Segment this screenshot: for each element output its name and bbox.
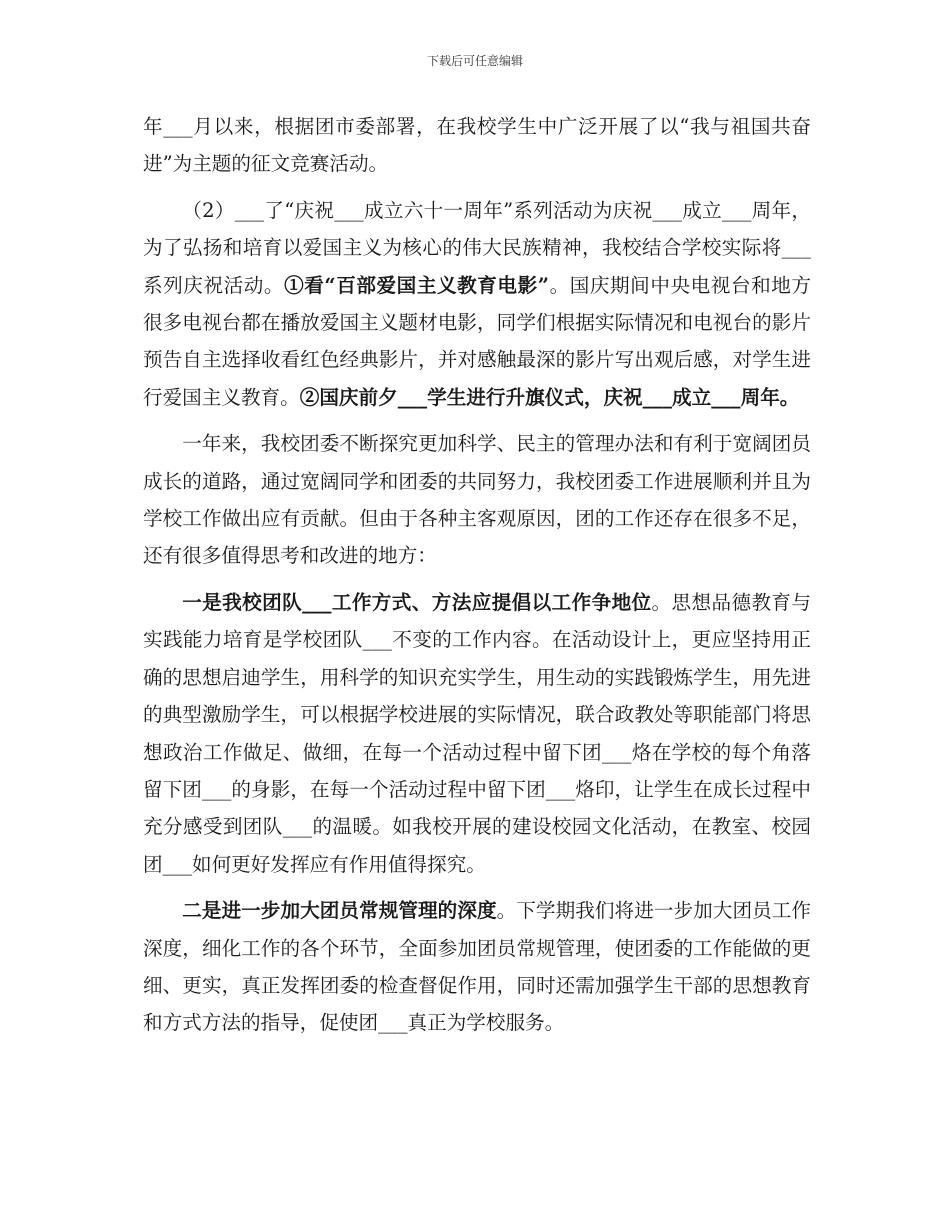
paragraph-text: （2）___了“庆祝___成立六十一周年”系列活动为庆祝___成立___周年，为了弘扬和培育以爱国主义为核心的伟大民族精神，我校结合学校实际将___系列庆祝活动。 bbox=[143, 198, 811, 297]
paragraph-text: 年___月以来，根据团市委部署，在我校学生中广泛开展了以“我与祖国共奋进”为主题的征文竞赛活动。 bbox=[143, 115, 811, 176]
paragraph-year-summary bbox=[143, 425, 811, 575]
paragraph-point-one bbox=[143, 584, 811, 883]
bold-heading-point-one: 一是我校团队___工作方式、方法应提倡以工作争地位 bbox=[182, 590, 652, 614]
paragraph-text: 。国庆期间中央电视台和地方很多电视台都在播放爱国主义题材电影，同学们根据实际情况和电视台的影片预告自主选择收看红色经典影片，并对感触最深的影片写出观后感，对学生进行爱国主义教育。 bbox=[143, 273, 812, 409]
document-body bbox=[143, 108, 811, 1042]
paragraph-text: 。思想品德教育与实践能力培育是学校团队___不变的工作内容。在活动设计上，更应坚持用正确的思想启迪学生，用科学的知识充实学生，用生动的实践锻炼学生，用先进的典型激励学生，可以根据学校进展的实际情况，联合政教处等职能部门将思想政治工作做足、做细，在每一个活动过程中留下团___烙在学校的每个角落留下团___的身影，在每一个活动过程中留下团___烙印，让学生在成长过程中充分感受到团队___的温暖。如我校开展的建设校园文化活动，在教室、校园团___如何更好发挥应有作用值得探究。 bbox=[143, 590, 812, 876]
bold-heading-flag-raising: ②国庆前夕___学生进行升旗仪式，庆祝___成立___周年。 bbox=[299, 385, 800, 409]
bold-heading-point-two: 二是进一步加大团员常规管理的深度 bbox=[182, 899, 497, 923]
paragraph-essay-contest bbox=[143, 108, 811, 183]
paragraph-celebration-activities bbox=[143, 192, 811, 416]
bold-heading-movies: ①看“百部爱国主义教育电影” bbox=[284, 273, 550, 297]
paragraph-point-two bbox=[143, 892, 811, 1042]
paragraph-text: 。下学期我们将进一步加大团员工作深度，细化工作的各个环节，全面参加团员常规管理，使团委的工作能做的更细、更实，真正发挥团委的检查督促作用，同时还需加强学生干部的思想教育和方式方法的指导，促使团___真正为学校服务。 bbox=[143, 899, 812, 1035]
paragraph-text: 一年来，我校团委不断探究更加科学、民主的管理办法和有利于宽阔团员成长的道路，通过宽阔同学和团委的共同努力，我校团委工作进展顺利并且为学校工作做出应有贡献。但由于各种主客观原因，团的工作还存在很多不足，还有很多值得思考和改进的地方： bbox=[143, 432, 811, 568]
page-header: 下载后可任意编辑 bbox=[426, 54, 523, 68]
